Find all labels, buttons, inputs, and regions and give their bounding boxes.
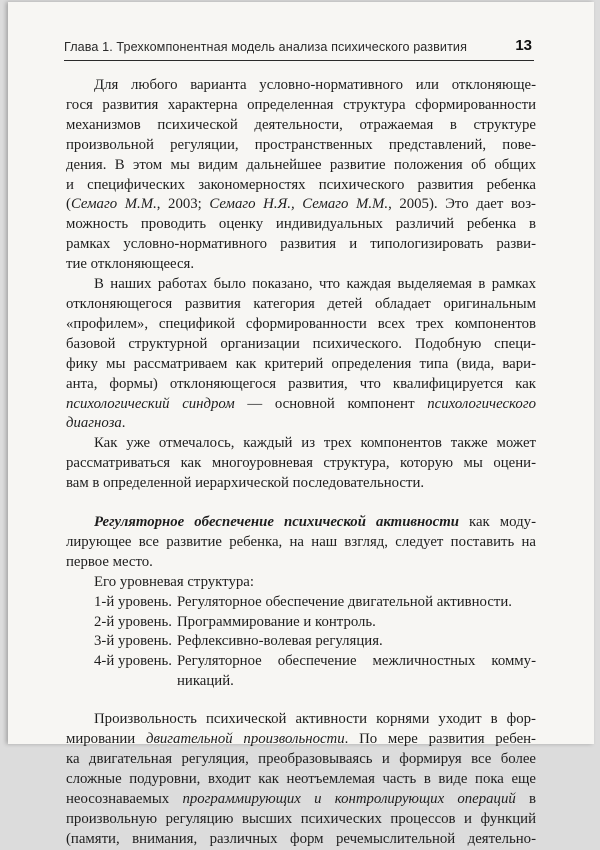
text-line: первое место. — [66, 553, 153, 570]
text-line: лирующее все развитие ребенка, на наш взгляд, следует поставить на — [66, 533, 536, 550]
level-item — [66, 613, 536, 633]
text-line: Произвольность психической активности корнями уходит в фор- — [94, 711, 536, 728]
text-line: произвольной регуляции, пространственных представлений, пове- — [66, 136, 536, 153]
text-line: гося развития характерна определенная структура сформированности — [66, 96, 536, 113]
level-item — [66, 632, 536, 652]
section-heading-inline: Регуляторное обеспечение психической активности — [94, 514, 459, 531]
chapter-title: Глава 1. Трехкомпонентная модель анализа психического развития — [64, 40, 467, 54]
text-line: тие отклоняющееся. — [66, 256, 195, 273]
text-line: «профилем», спецификой сформированности всех трех компонентов — [66, 315, 536, 332]
paragraph-gap — [66, 692, 536, 710]
text-line-terms: мировании двигательной произвольности. По мере развития ребен- — [66, 731, 536, 748]
level-structure — [66, 573, 536, 692]
text-line: отклоняющегося развития категория детей обладает оригинальным — [66, 295, 536, 312]
text-line-terms: диагноза. — [66, 415, 126, 432]
level-text: Регуляторное обеспечение двигательной активности. — [177, 593, 512, 610]
text-line: и специфических закономерностях психического развития ребенка — [66, 176, 536, 193]
text-line-terms: неосознаваемых программирующих и контролирующих операций в — [66, 790, 536, 807]
level-label: 3-й уровень. — [94, 633, 172, 650]
paragraph-5 — [66, 710, 536, 849]
text-line: рассматриваться как многоуровневая структура, которую мы оцени- — [66, 455, 536, 472]
level-text: Программирование и контроль. — [177, 613, 376, 630]
text-line: дения. В этом мы видим дальнейшее развитие положения об общих — [66, 156, 536, 173]
term-italic: психологический синдром — [66, 395, 235, 412]
text-line-citation: (Семаго М.М., 2003; Семаго Н.Я., Семаго М.М., 2005). Это дает воз- — [66, 196, 536, 213]
level-label: 2-й уровень. — [94, 613, 172, 630]
text-line: механизмов психической деятельности, отражаемая в структуре — [66, 116, 536, 133]
level-label: 1-й уровень. — [94, 593, 172, 610]
term-italic: программирующих и контролирующих операций — [182, 790, 516, 807]
level-text-continuation: никаций. — [177, 673, 234, 690]
paragraph-4 — [66, 513, 536, 573]
text-line: вам в определенной иерархической последовательности. — [66, 475, 425, 492]
term-italic: двигательной произвольности — [145, 731, 345, 748]
running-header — [64, 36, 534, 61]
page-number: 13 — [515, 37, 532, 54]
paragraph-gap — [66, 494, 536, 513]
level-item — [66, 593, 536, 613]
level-item — [66, 652, 536, 672]
structure-intro: Его уровневая структура: — [94, 573, 254, 590]
level-text: Регуляторное обеспечение межличностных комму- — [177, 653, 536, 670]
text-line: рамках условно-нормативного развития и типологизировать разви- — [66, 236, 536, 253]
text-line: Как уже отмечалось, каждый из трех компонентов также может — [94, 435, 536, 452]
text-line-heading: Регуляторное обеспечение психической активности как моду- — [94, 514, 536, 531]
book-page — [8, 2, 594, 847]
text-line: сложные подуровни, входит как неотъемлемая часть в виде пока еще — [66, 770, 536, 787]
term-italic: диагноза — [66, 415, 122, 432]
level-label: 4-й уровень. — [94, 653, 172, 670]
text-line: произвольную регуляцию высших психических процессов и функций — [66, 810, 536, 827]
paragraph-2 — [66, 275, 536, 434]
text-line: можность проводить оценку индивидуальных различий ребенка в — [66, 216, 536, 233]
term-italic: психологического — [427, 395, 536, 412]
text-line: ка двигательная регуляция, преобразовываясь и формируя все более — [66, 751, 536, 767]
text-line: анта, формы) отклоняющегося развития, что квалифицируется как — [66, 375, 536, 392]
text-line-terms: психологический синдром — основной компонент психологического — [66, 395, 536, 412]
citation-author: Семаго Н.Я., Семаго М.М. — [209, 196, 389, 213]
page-body — [66, 76, 536, 850]
level-text: Рефлексивно-волевая регуляция. — [177, 633, 383, 650]
text-line: (памяти, внимания, различных форм речемыслительной деятельно- — [66, 830, 536, 847]
paragraph-1 — [66, 76, 536, 275]
paragraph-3 — [66, 434, 536, 494]
text-line: Для любого варианта условно-нормативного или отклоняюще- — [94, 77, 536, 93]
text-line: В наших работах было показано, что каждая выделяемая в рамках — [94, 276, 536, 293]
text-line: фику мы рассматриваем как критерий определения типа (вида, вари- — [66, 355, 536, 372]
citation-author: Семаго М.М. — [70, 196, 157, 213]
text-line: базовой структурной организации психического. Подобную специ- — [66, 335, 536, 352]
